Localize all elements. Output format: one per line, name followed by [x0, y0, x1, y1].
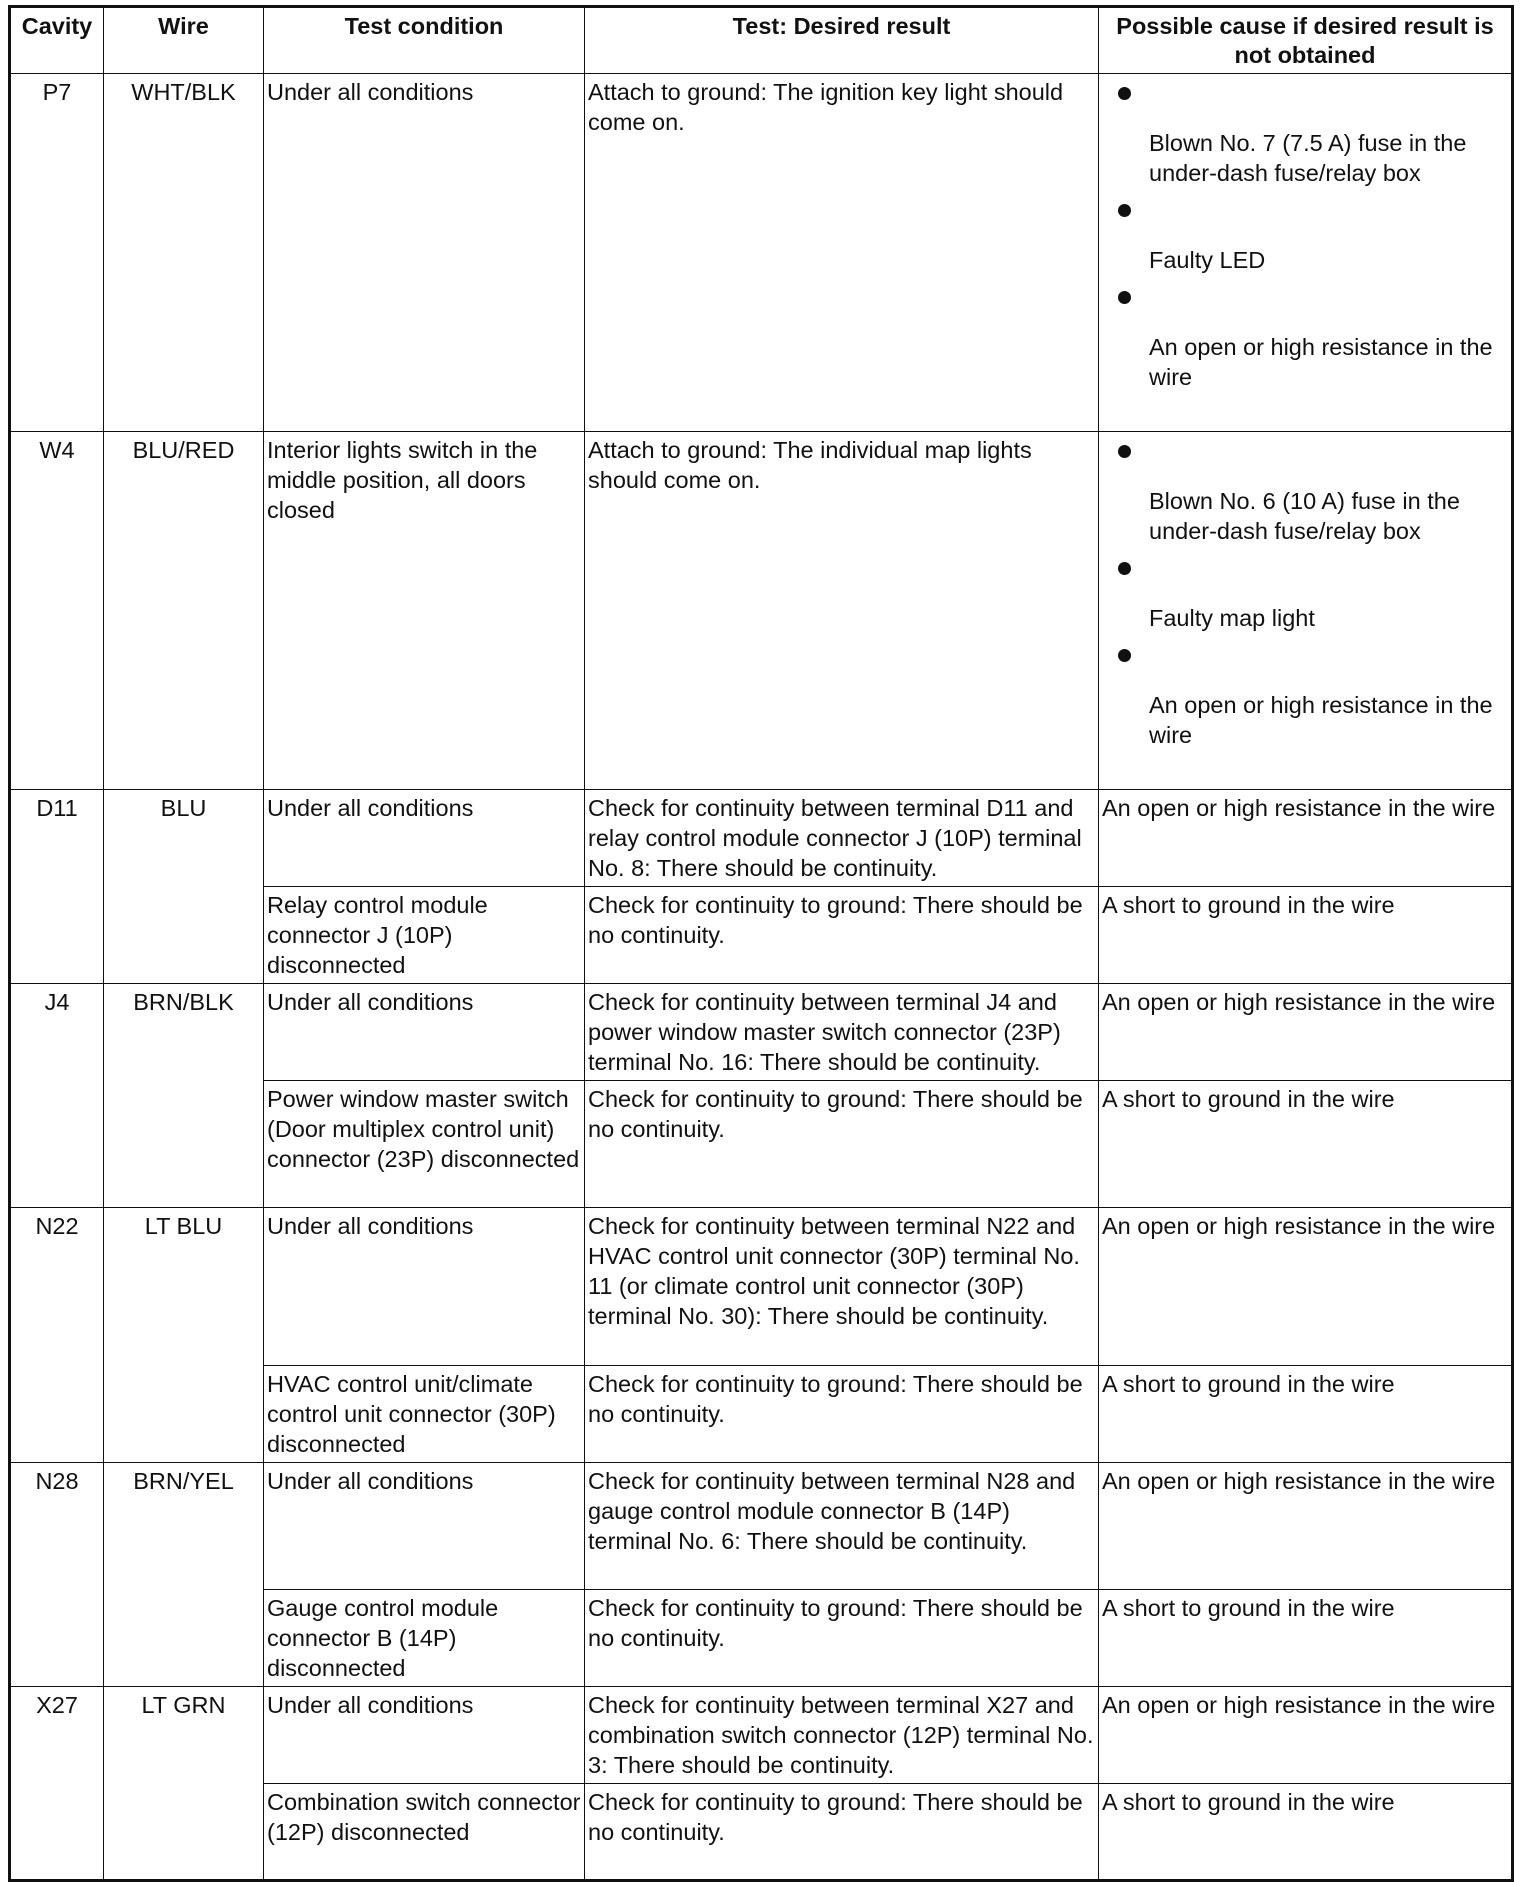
list-item	[1099, 445, 1511, 546]
list-item	[1099, 291, 1511, 392]
result-cell: Check for continuity to ground: There should be no continuity.	[585, 1366, 1099, 1463]
result-cell: Check for continuity between terminal J4 and power window master switch connector (23P) terminal No. 16: There should be continuity.	[585, 984, 1099, 1081]
condition-cell: Power window master switch (Door multiplex control unit) connector (23P) disconnected	[264, 1081, 585, 1208]
wire-cell: BRN/YEL	[104, 1463, 264, 1687]
header-row	[10, 7, 1513, 74]
condition-cell: Under all conditions	[264, 74, 585, 432]
cause-text: Blown No. 7 (7.5 A) fuse in the under-dash fuse/relay box	[1149, 130, 1467, 186]
cavity-cell: D11	[10, 790, 104, 984]
result-cell: Check for continuity between terminal X27 and combination switch connector (12P) terminal No. 3: There should be continuity.	[585, 1687, 1099, 1784]
header-cavity: Cavity	[10, 7, 104, 74]
bullet-icon	[1118, 87, 1131, 100]
list-item	[1099, 649, 1511, 750]
wire-cell: BRN/BLK	[104, 984, 264, 1208]
cause-cell: An open or high resistance in the wire	[1099, 984, 1513, 1081]
cause-cell: A short to ground in the wire	[1099, 1784, 1513, 1881]
header-wire: Wire	[104, 7, 264, 74]
cause-list	[1099, 87, 1511, 392]
result-cell: Attach to ground: The individual map lights should come on.	[585, 432, 1099, 790]
condition-cell: Gauge control module connector B (14P) disconnected	[264, 1590, 585, 1687]
bullet-icon	[1118, 649, 1131, 662]
cause-text: An open or high resistance in the wire	[1149, 692, 1493, 748]
result-cell: Attach to ground: The ignition key light should come on.	[585, 74, 1099, 432]
condition-cell: Under all conditions	[264, 1463, 585, 1590]
cavity-cell: N22	[10, 1208, 104, 1463]
bullet-icon	[1118, 562, 1131, 575]
result-cell: Check for continuity to ground: There should be no continuity.	[585, 887, 1099, 984]
result-cell: Check for continuity to ground: There should be no continuity.	[585, 1784, 1099, 1881]
condition-cell: Combination switch connector (12P) disconnected	[264, 1784, 585, 1881]
header-desired-result: Test: Desired result	[585, 7, 1099, 74]
table-row	[10, 74, 1513, 432]
table-row	[10, 1687, 1513, 1784]
wire-cell: LT GRN	[104, 1687, 264, 1881]
cause-cell: An open or high resistance in the wire	[1099, 1687, 1513, 1784]
wire-cell: BLU	[104, 790, 264, 984]
cause-cell: A short to ground in the wire	[1099, 1081, 1513, 1208]
cavity-cell: N28	[10, 1463, 104, 1687]
condition-cell: Under all conditions	[264, 1687, 585, 1784]
result-cell: Check for continuity between terminal N22 and HVAC control unit connector (30P) terminal No. 11 (or climate control unit connector (30P) terminal No. 30): There should be continuity.	[585, 1208, 1099, 1366]
cause-cell: An open or high resistance in the wire	[1099, 790, 1513, 887]
cause-text: Blown No. 6 (10 A) fuse in the under-dash fuse/relay box	[1149, 488, 1460, 544]
cause-list	[1099, 445, 1511, 750]
header-possible-cause: Possible cause if desired result is not obtained	[1099, 7, 1513, 74]
wire-cell: BLU/RED	[104, 432, 264, 790]
result-cell: Check for continuity between terminal D11 and relay control module connector J (10P) terminal No. 8: There should be continuity.	[585, 790, 1099, 887]
condition-cell: Relay control module connector J (10P) disconnected	[264, 887, 585, 984]
list-item	[1099, 204, 1511, 275]
bullet-icon	[1118, 204, 1131, 217]
cause-text: Faulty LED	[1149, 247, 1266, 273]
bullet-icon	[1118, 445, 1131, 458]
list-item	[1099, 87, 1511, 188]
cause-cell: A short to ground in the wire	[1099, 887, 1513, 984]
table-row	[10, 790, 1513, 887]
cause-cell: A short to ground in the wire	[1099, 1366, 1513, 1463]
header-test-condition: Test condition	[264, 7, 585, 74]
table-row	[10, 1208, 1513, 1366]
condition-cell: HVAC control unit/climate control unit connector (30P) disconnected	[264, 1366, 585, 1463]
cause-cell: An open or high resistance in the wire	[1099, 1463, 1513, 1590]
table-row	[10, 432, 1513, 790]
cause-text: An open or high resistance in the wire	[1149, 334, 1493, 390]
result-cell: Check for continuity between terminal N28 and gauge control module connector B (14P) terminal No. 6: There should be continuity.	[585, 1463, 1099, 1590]
table-row	[10, 984, 1513, 1081]
condition-cell: Interior lights switch in the middle position, all doors closed	[264, 432, 585, 790]
cavity-cell: J4	[10, 984, 104, 1208]
result-cell: Check for continuity to ground: There should be no continuity.	[585, 1081, 1099, 1208]
cause-text: Faulty map light	[1149, 605, 1315, 631]
troubleshooting-table	[8, 5, 1514, 1882]
condition-cell: Under all conditions	[264, 790, 585, 887]
cause-cell: An open or high resistance in the wire	[1099, 1208, 1513, 1366]
result-cell: Check for continuity to ground: There should be no continuity.	[585, 1590, 1099, 1687]
cause-cell	[1099, 432, 1513, 790]
wire-cell: WHT/BLK	[104, 74, 264, 432]
cause-cell: A short to ground in the wire	[1099, 1590, 1513, 1687]
table-row	[10, 1463, 1513, 1590]
cavity-cell: X27	[10, 1687, 104, 1881]
list-item	[1099, 562, 1511, 633]
cavity-cell: P7	[10, 74, 104, 432]
condition-cell: Under all conditions	[264, 1208, 585, 1366]
wire-cell: LT BLU	[104, 1208, 264, 1463]
cavity-cell: W4	[10, 432, 104, 790]
cause-cell	[1099, 74, 1513, 432]
condition-cell: Under all conditions	[264, 984, 585, 1081]
bullet-icon	[1118, 291, 1131, 304]
